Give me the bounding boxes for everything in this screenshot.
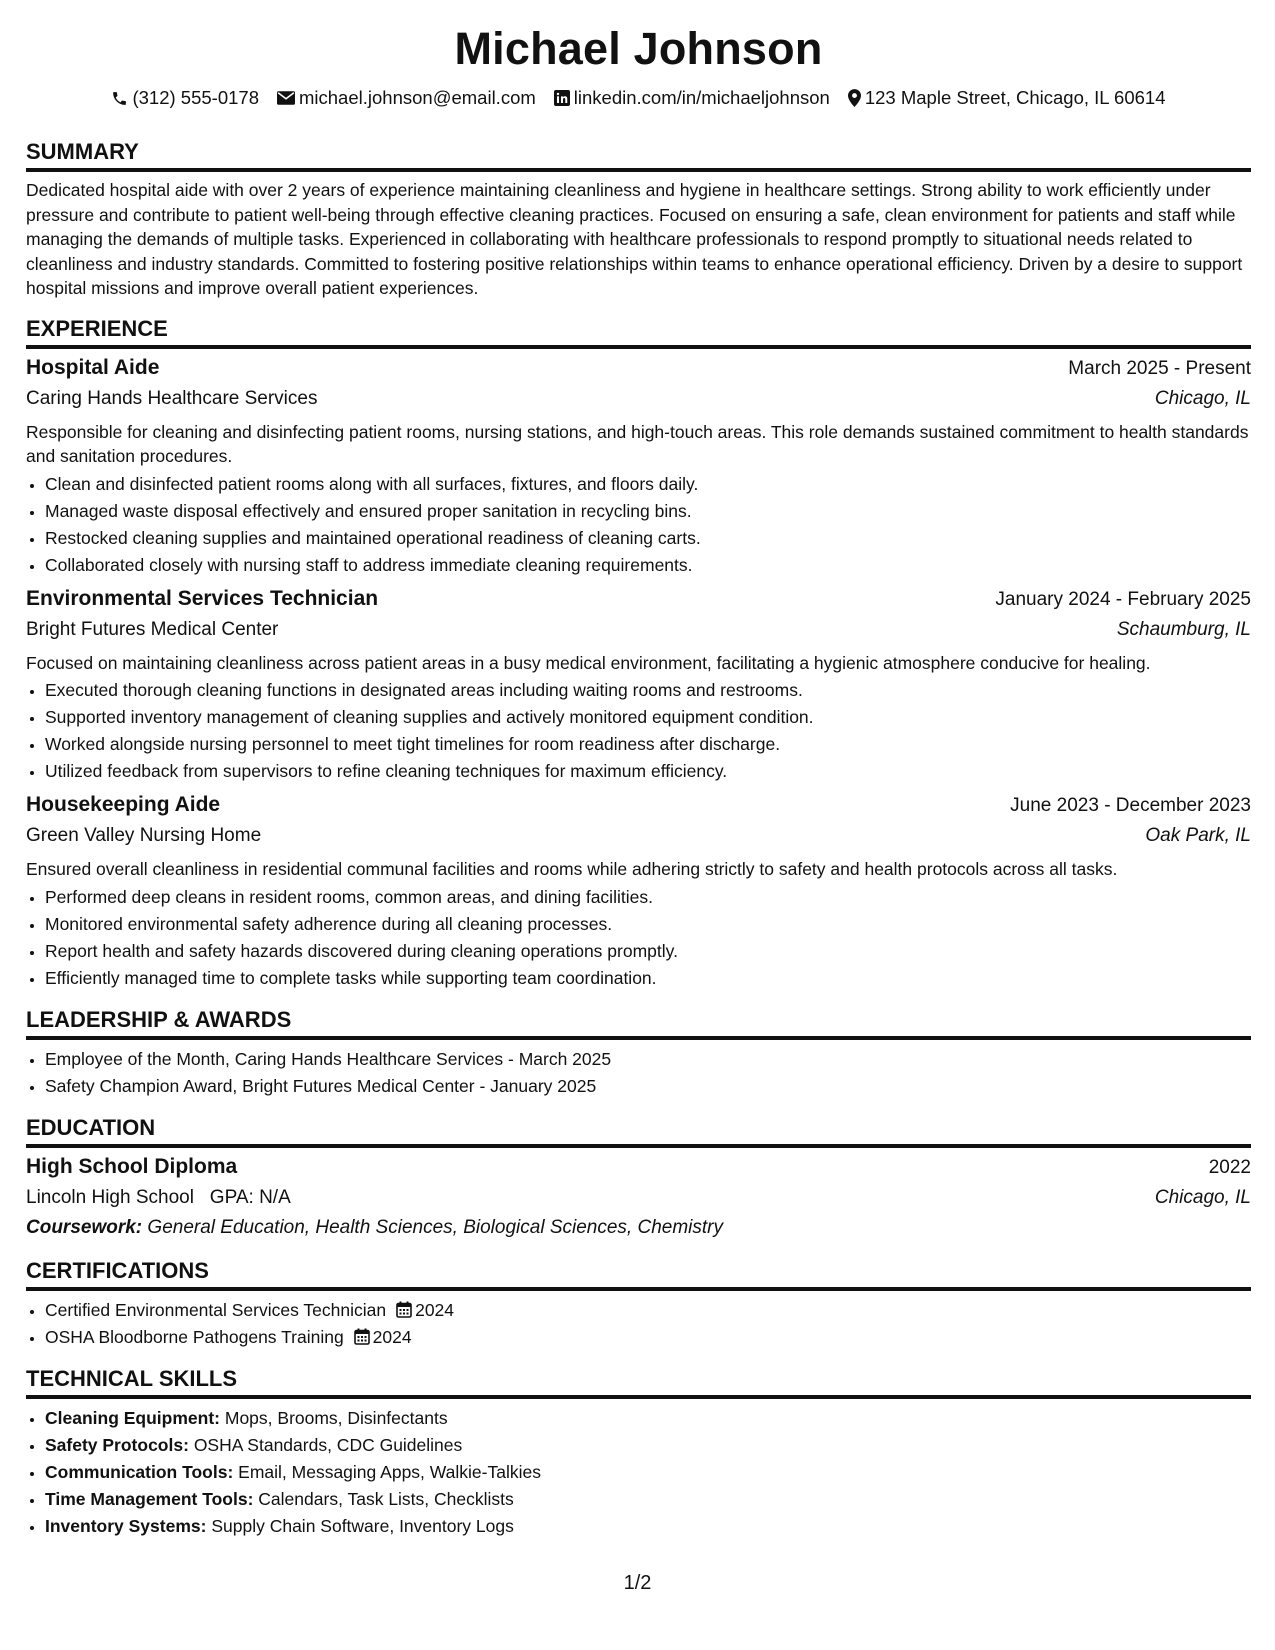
list-item: • Performed deep cleans in resident rooms, common areas, and dining facilities. (45, 884, 1251, 911)
school-line (26, 1183, 291, 1213)
list-item: • Utilized feedback from supervisors to refine cleaning techniques for maximum efficiency. (45, 758, 1251, 785)
list-item: • Monitored environmental safety adherence during all cleaning processes. (45, 911, 1251, 938)
calendar-icon (354, 1328, 370, 1345)
section-title-experience: EXPERIENCE (26, 315, 1251, 349)
list-item: • Managed waste disposal effectively and ensured proper sanitation in recycling bins. (45, 498, 1251, 525)
list-item: • Supported inventory management of cleaning supplies and actively monitored equipment condition. (45, 704, 1251, 731)
certifications-section (26, 1257, 1251, 1351)
job-dates: January 2024 - February 2025 (995, 588, 1251, 610)
list-item: • Clean and disinfected patient rooms along with all surfaces, fixtures, and floors daily. (45, 471, 1251, 498)
list-item: • Efficiently managed time to complete tasks while supporting team coordination. (45, 965, 1251, 992)
certification-year: 2024 (415, 1299, 455, 1320)
list-item: • Worked alongside nursing personnel to meet tight timelines for room readiness after discharge. (45, 731, 1251, 758)
skill-label: Communication Tools: (45, 1461, 234, 1482)
list-item: • Safety Champion Award, Bright Futures Medical Center - January 2025 (45, 1073, 1251, 1100)
contact-linkedin[interactable] (554, 86, 830, 110)
contact-bar (26, 86, 1251, 110)
skill-label: Cleaning Equipment: (45, 1407, 220, 1428)
address-text: 123 Maple Street, Chicago, IL 60614 (864, 87, 1166, 108)
email-text[interactable]: michael.johnson@email.com (299, 87, 536, 108)
certifications-list (26, 1297, 1251, 1351)
job-dates: June 2023 - December 2023 (1010, 795, 1251, 816)
graduation-year: 2022 (1208, 1156, 1251, 1178)
certification-name: Certified Environmental Services Technician (45, 1299, 387, 1320)
summary-text: Dedicated hospital aide with over 2 years of experience maintaining cleanliness and hygiene in healthcare settings. Strong ability to work efficiently under pressure and contribute to patient well-being through effective cleaning practices. Focused on ensuring a safe, clean environment for patients and staff while managing the demands of multiple tasks. Experienced in collaborating with healthcare professionals to respond promptly to situational needs related to cleanliness and industry standards. Committed to fostering positive relationships within teams to enhance operational efficiency. Driven by a desire to support hospital missions and improve overall patient experiences. (26, 180, 1243, 298)
job-company: Bright Futures Medical Center (26, 618, 279, 640)
skill-value: Supply Chain Software, Inventory Logs (211, 1515, 514, 1536)
phone-text: (312) 555-0178 (132, 87, 259, 108)
job-entry (26, 790, 1251, 992)
list-item (45, 1297, 1251, 1324)
awards-list (26, 1046, 1251, 1100)
certification-year: 2024 (372, 1326, 412, 1347)
skill-label: Safety Protocols: (45, 1434, 189, 1455)
skill-value: Calendars, Task Lists, Checklists (258, 1488, 514, 1509)
education-section (26, 1114, 1251, 1243)
linkedin-text[interactable]: linkedin.com/in/michaeljohnson (573, 87, 830, 108)
list-item (45, 1432, 1251, 1459)
coursework-label: Coursework: (26, 1216, 143, 1238)
job-description: Responsible for cleaning and disinfecting patient rooms, nursing stations, and high-touch areas. This role demands sustained commitment to health standards and sanitation procedures. (26, 421, 1249, 466)
job-entry (26, 353, 1251, 579)
experience-section (26, 315, 1251, 992)
map-pin-icon (848, 89, 861, 107)
job-bullets (26, 884, 1251, 992)
section-title-summary: SUMMARY (26, 138, 1251, 172)
resume-page (26, 0, 1251, 1540)
skill-value: Email, Messaging Apps, Walkie-Talkies (238, 1461, 541, 1482)
contact-address (848, 86, 1166, 110)
list-item (45, 1324, 1251, 1351)
gpa: GPA: N/A (209, 1186, 291, 1208)
list-item: • Executed thorough cleaning functions in designated areas including waiting rooms and restrooms. (45, 677, 1251, 704)
job-entry (26, 584, 1251, 786)
section-title-awards: LEADERSHIP & AWARDS (26, 1006, 1251, 1040)
skill-value: OSHA Standards, CDC Guidelines (193, 1434, 463, 1455)
job-bullets (26, 471, 1251, 579)
summary-section (26, 138, 1251, 301)
linkedin-icon (554, 90, 570, 106)
list-item: • Report health and safety hazards discovered during cleaning operations promptly. (45, 938, 1251, 965)
section-title-education: EDUCATION (26, 1114, 1251, 1148)
job-title: Hospital Aide (26, 355, 160, 379)
job-dates: March 2025 - Present (1068, 357, 1251, 379)
list-item (45, 1405, 1251, 1432)
calendar-icon (396, 1301, 412, 1318)
job-company: Green Valley Nursing Home (26, 825, 262, 846)
certification-name: OSHA Bloodborne Pathogens Training (45, 1326, 344, 1347)
skill-label: Inventory Systems: (45, 1515, 207, 1536)
job-title: Housekeeping Aide (26, 793, 221, 816)
list-item: • Restocked cleaning supplies and maintained operational readiness of cleaning carts. (45, 525, 1251, 552)
page-number: 1/2 (623, 1572, 652, 1594)
phone-icon (111, 90, 128, 107)
skills-list (26, 1405, 1251, 1540)
list-item: • Employee of the Month, Caring Hands Healthcare Services - March 2025 (45, 1046, 1251, 1073)
job-location: Chicago, IL (1154, 387, 1251, 409)
awards-section (26, 1006, 1251, 1100)
job-bullets (26, 677, 1251, 785)
job-location: Schaumburg, IL (1116, 618, 1251, 640)
job-company: Caring Hands Healthcare Services (26, 387, 318, 409)
school-name: Lincoln High School (26, 1186, 194, 1208)
contact-email[interactable] (277, 86, 536, 110)
list-item (45, 1486, 1251, 1513)
job-location: Oak Park, IL (1145, 825, 1251, 846)
coursework-list: General Education, Health Sciences, Biological Sciences, Chemistry (147, 1216, 723, 1238)
list-item (45, 1459, 1251, 1486)
list-item: • Collaborated closely with nursing staff to address immediate cleaning requirements. (45, 552, 1251, 579)
skill-label: Time Management Tools: (45, 1488, 254, 1509)
school-location: Chicago, IL (1154, 1186, 1251, 1208)
section-title-certifications: CERTIFICATIONS (26, 1257, 1251, 1291)
candidate-name: Michael Johnson (454, 23, 823, 74)
job-description: Focused on maintaining cleanliness across patient areas in a busy medical environment, facilitating a hygienic atmosphere conducive for healing. (26, 652, 1151, 673)
list-item (45, 1513, 1251, 1540)
job-title: Environmental Services Technician (26, 586, 379, 610)
section-title-skills: TECHNICAL SKILLS (26, 1365, 1251, 1399)
degree: High School Diploma (26, 1154, 238, 1178)
envelope-icon (277, 91, 295, 105)
skill-value: Mops, Brooms, Disinfectants (224, 1407, 448, 1428)
contact-phone (111, 86, 259, 110)
coursework-line (26, 1213, 1251, 1243)
skills-section (26, 1365, 1251, 1540)
job-description: Ensured overall cleanliness in residential communal facilities and rooms while adhering strictly to safety and health protocols across all tasks. (26, 859, 1118, 879)
